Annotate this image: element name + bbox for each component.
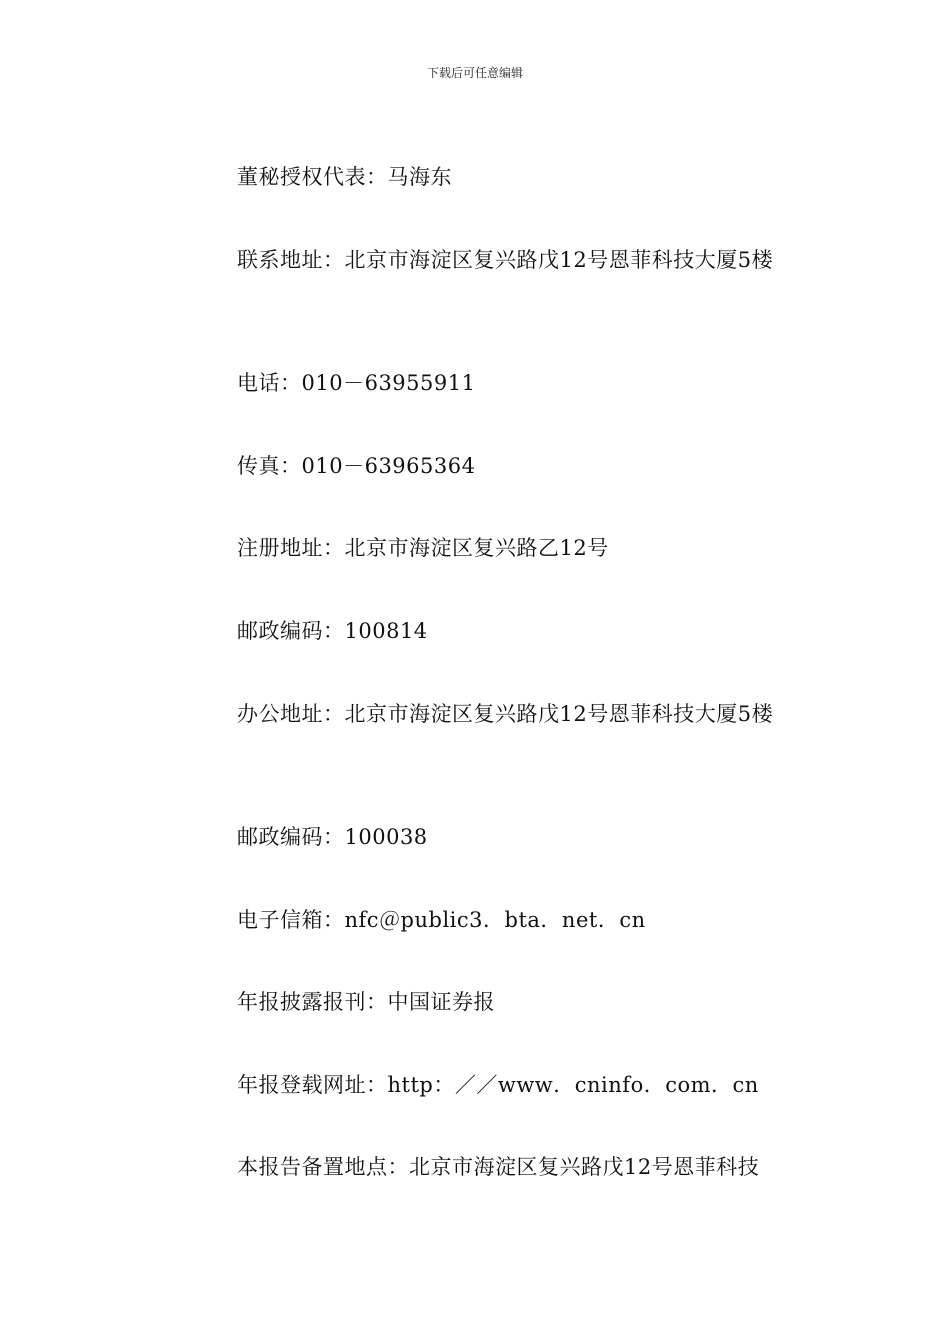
- report-location-line: 本报告备置地点：北京市海淀区复兴路戊12号恩菲科技: [237, 1155, 760, 1179]
- page-header: 下载后可任意编辑: [426, 66, 523, 80]
- fax-line: 传真：010－63965364: [237, 454, 476, 478]
- postal-code-line: 邮政编码：100814: [237, 619, 428, 643]
- office-address-line: 办公地址：北京市海淀区复兴路戊12号恩菲科技大厦5楼: [237, 702, 774, 726]
- annual-report-website-line: 年报登载网址：http：／／www．cninfo．com．cn: [237, 1073, 759, 1097]
- phone-line: 电话：010－63955911: [237, 371, 476, 395]
- annual-report-newspaper-line: 年报披露报刊：中国证券报: [237, 990, 495, 1014]
- contact-address-line: 联系地址：北京市海淀区复兴路戊12号恩菲科技大厦5楼: [237, 248, 774, 272]
- registered-address-line: 注册地址：北京市海淀区复兴路乙12号: [237, 536, 609, 560]
- secretary-rep-line: 董秘授权代表：马海东: [237, 165, 452, 189]
- email-line: 电子信箱：nfc＠public3．bta．net．cn: [237, 908, 646, 932]
- office-postal-code-line: 邮政编码：100038: [237, 825, 428, 849]
